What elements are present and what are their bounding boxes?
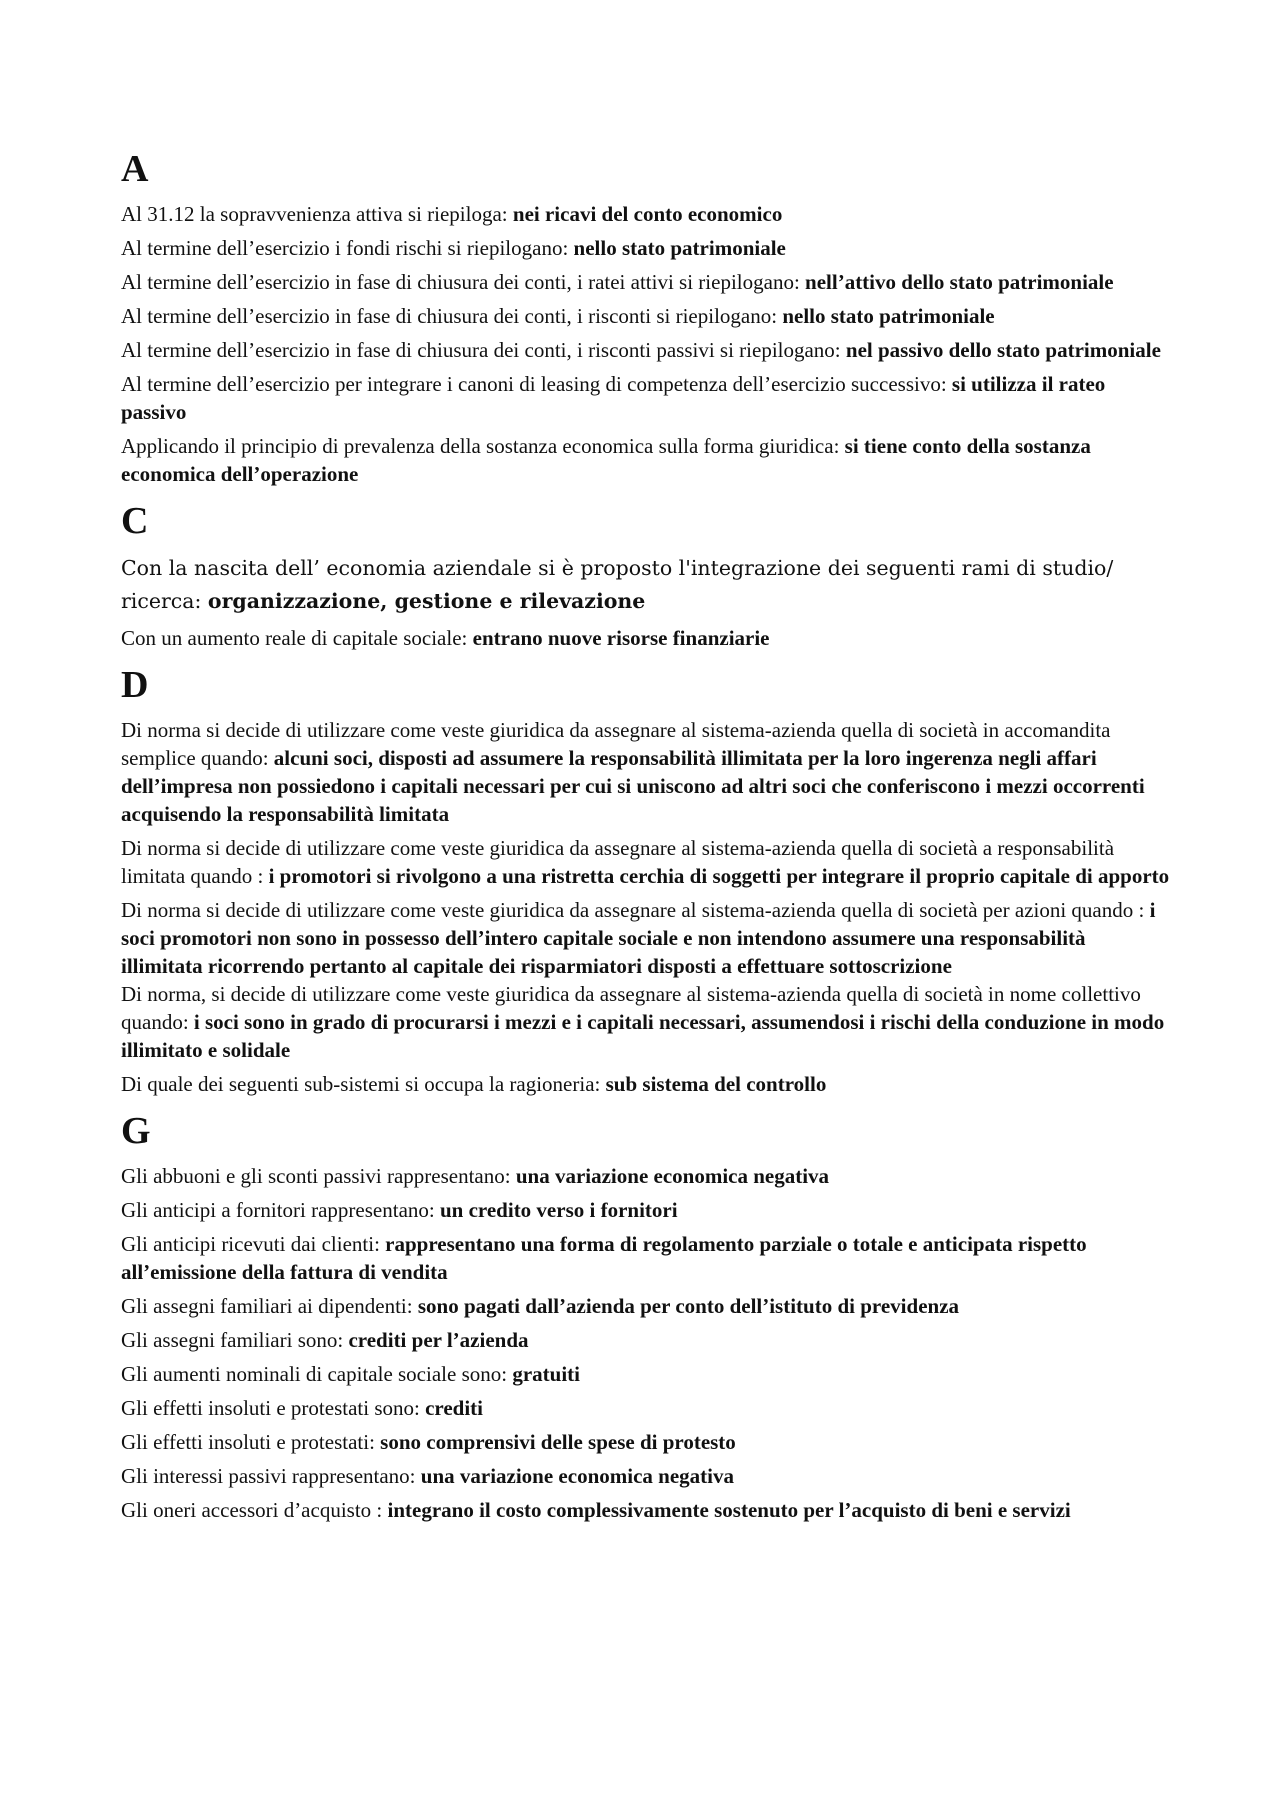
section-d xyxy=(121,666,1170,1098)
question: Applicando il principio di prevalenza della sostanza economica sulla forma giuridica: xyxy=(121,434,845,458)
answer: nello stato patrimoniale xyxy=(782,304,995,328)
question: Al termine dell’esercizio in fase di chiusura dei conti, i risconti si riepilogano: xyxy=(121,304,783,328)
answer: crediti xyxy=(425,1396,484,1420)
entry xyxy=(121,624,1170,652)
question: Gli anticipi ricevuti dai clienti: xyxy=(121,1232,386,1256)
entry xyxy=(121,1462,1170,1490)
entry xyxy=(121,1230,1170,1286)
section-c xyxy=(121,502,1170,652)
entry xyxy=(121,268,1170,296)
entry xyxy=(121,980,1170,1064)
answer: nello stato patrimoniale xyxy=(573,236,786,260)
entry xyxy=(121,1326,1170,1354)
answer: sono comprensivi delle spese di protesto xyxy=(380,1430,736,1454)
answer: integrano il costo complessivamente sostenuto per l’acquisto di beni e servizi xyxy=(387,1498,1071,1522)
answer: si tiene conto della sostanza economica dell’operazione xyxy=(121,434,1091,486)
question: Al termine dell’esercizio per integrare i canoni di leasing di competenza dell’esercizio successivo: xyxy=(121,372,952,396)
entry xyxy=(121,716,1170,828)
entry xyxy=(121,302,1170,330)
entry xyxy=(121,432,1170,488)
question: Gli interessi passivi rappresentano: xyxy=(121,1464,421,1488)
answer: sono pagati dall’azienda per conto dell’istituto di previdenza xyxy=(417,1294,960,1318)
question: Gli anticipi a fornitori rappresentano: xyxy=(121,1198,440,1222)
entry xyxy=(121,1162,1170,1190)
answer: gratuiti xyxy=(512,1362,580,1386)
entry xyxy=(121,370,1170,426)
question: Gli effetti insoluti e protestati sono: xyxy=(121,1396,426,1420)
question: Al termine dell’esercizio in fase di chiusura dei conti, i ratei attivi si riepilogano: xyxy=(121,270,806,294)
answer: crediti per l’azienda xyxy=(348,1328,529,1352)
entry xyxy=(121,200,1170,228)
entry xyxy=(121,1428,1170,1456)
question: Al termine dell’esercizio i fondi rischi si riepilogano: xyxy=(121,236,574,260)
section-letter: C xyxy=(121,500,149,542)
answer: sub sistema del controllo xyxy=(605,1072,827,1096)
question: Con un aumento reale di capitale sociale: xyxy=(121,626,473,650)
answer: organizzazione, gestione e rilevazione xyxy=(207,589,646,613)
entry xyxy=(121,1394,1170,1422)
question: Gli oneri accessori d’acquisto : xyxy=(121,1498,388,1522)
answer: un credito verso i fornitori xyxy=(439,1198,678,1222)
entry xyxy=(121,552,1170,618)
entry xyxy=(121,234,1170,262)
answer: nei ricavi del conto economico xyxy=(512,202,783,226)
answer: i promotori si rivolgono a una ristretta cerchia di soggetti per integrare il proprio capitale di apporto xyxy=(268,864,1170,888)
question: Di norma si decide di utilizzare come veste giuridica da assegnare al sistema-azienda quella di società in accomandita semplice quando: xyxy=(121,718,1111,770)
question: Gli assegni familiari ai dipendenti: xyxy=(121,1294,418,1318)
entry xyxy=(121,1360,1170,1388)
question: Gli abbuoni e gli sconti passivi rappresentano: xyxy=(121,1164,516,1188)
question: Di quale dei seguenti sub-sistemi si occupa la ragioneria: xyxy=(121,1072,606,1096)
question: Di norma si decide di utilizzare come veste giuridica da assegnare al sistema-azienda quella di società per azioni quando : xyxy=(121,898,1150,922)
question: Di norma si decide di utilizzare come veste giuridica da assegnare al sistema-azienda quella di società a responsabilità limitata quando : xyxy=(121,836,1115,888)
answer: nel passivo dello stato patrimoniale xyxy=(845,338,1161,362)
entry xyxy=(121,834,1170,890)
entry xyxy=(121,896,1170,980)
entry xyxy=(121,1496,1170,1524)
question: Gli aumenti nominali di capitale sociale sono: xyxy=(121,1362,513,1386)
section-letter: D xyxy=(121,664,149,706)
question: Al 31.12 la sopravvenienza attiva si riepiloga: xyxy=(121,202,513,226)
section-g xyxy=(121,1112,1170,1524)
answer: si utilizza il rateo passivo xyxy=(121,372,1106,424)
question: Al termine dell’esercizio in fase di chiusura dei conti, i risconti passivi si riepilogano: xyxy=(121,338,846,362)
answer: rappresentano una forma di regolamento parziale o totale e anticipata rispetto all’emissione della fattura di vendita xyxy=(121,1232,1087,1284)
entry xyxy=(121,1196,1170,1224)
entry xyxy=(121,336,1170,364)
answer: entrano nuove risorse finanziarie xyxy=(472,626,770,650)
answer: i soci promotori non sono in possesso dell’intero capitale sociale e non intendono assumere una responsabilità illimitata ricorrendo pertanto al capitale dei risparmiatori disposti a effettuare sottoscrizione xyxy=(121,898,1156,978)
section-a xyxy=(121,150,1170,488)
question: Di norma, si decide di utilizzare come veste giuridica da assegnare al sistema-azienda quella di società in nome collettivo quando: xyxy=(121,982,1141,1034)
answer: i soci sono in grado di procurarsi i mezzi e i capitali necessari, assumendosi i rischi della conduzione in modo illimitato e solidale xyxy=(121,1010,1165,1062)
question: Con la nascita dell’ economia aziendale si è proposto l'integrazione dei seguenti rami di studio/ ricerca: xyxy=(121,556,1114,613)
section-letter: A xyxy=(121,148,149,190)
answer: alcuni soci, disposti ad assumere la responsabilità illimitata per la loro ingerenza negli affari dell’impresa non possiedono i capitali necessari per cui si uniscono ad altri soci che conferiscono i mezzi occorrenti acquisendo la responsabilità limitata xyxy=(121,746,1145,826)
question: Gli effetti insoluti e protestati: xyxy=(121,1430,381,1454)
entry xyxy=(121,1292,1170,1320)
entry xyxy=(121,1070,1170,1098)
question: Gli assegni familiari sono: xyxy=(121,1328,349,1352)
answer: una variazione economica negativa xyxy=(420,1464,734,1488)
answer: una variazione economica negativa xyxy=(515,1164,830,1188)
section-letter: G xyxy=(121,1110,151,1152)
answer: nell’attivo dello stato patrimoniale xyxy=(805,270,1114,294)
